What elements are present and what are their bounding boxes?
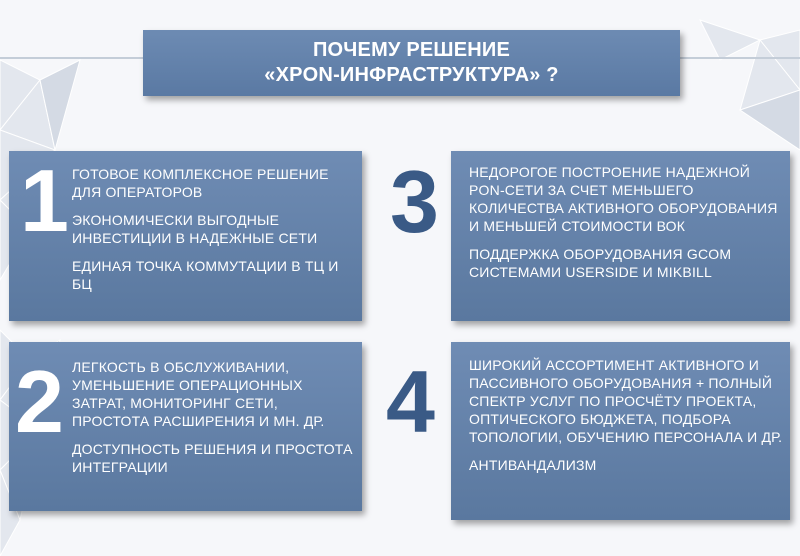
card-1-item: ЭКОНОМИЧЕСКИ ВЫГОДНЫЕ ИНВЕСТИЦИИ В НАДЕЖНЫЕ СЕТИ (72, 212, 318, 246)
card-3 (451, 151, 790, 321)
title-line-1: ПОЧЕМУ РЕШЕНИЕ (312, 39, 511, 61)
card-4-item: ШИРОКИЙ АССОРТИМЕНТ АКТИВНОГО И ПАССИВНОГО ОБОРУДОВАНИЯ + ПОЛНЫЙ СПЕКТР УСЛУГ ПО ПРОСЧЁТУ ПРОЕКТА, ОПТИЧЕСКОГО БЮДЖЕТА, ПОДБОРА ТОПОЛОГИИ, ОБУЧЕНИЮ ПЕРСОНАЛА И ДР. (469, 357, 783, 445)
title-banner (143, 30, 680, 96)
card-2-item: ЛЕГКОСТЬ В ОБСЛУЖИВАНИИ, УМЕНЬШЕНИЕ ОПЕРАЦИОННЫХ ЗАТРАТ, МОНИТОРИНГ СЕТИ, ПРОСТОТА РАСШИРЕНИЯ И МН. ДР. (72, 359, 325, 429)
card-2-number: 2 (15, 352, 64, 451)
card-3-number: 3 (390, 152, 439, 251)
card-4-number: 4 (386, 352, 435, 451)
card-3-text (469, 163, 785, 291)
card-2-text (72, 358, 354, 486)
card-2-item: ДОСТУПНОСТЬ РЕШЕНИЯ И ПРОСТОТА ИНТЕГРАЦИИ (72, 441, 353, 475)
title-line-2: «XPON-ИНФРАСТРУКТУРА» ? (264, 64, 559, 86)
card-4-item: АНТИВАНДАЛИЗМ (469, 457, 597, 473)
card-4 (451, 342, 790, 520)
card-2 (9, 342, 362, 511)
card-3-item: ПОДДЕРЖКА ОБОРУДОВАНИЯ GCOM СИСТЕМАМИ USERSIDE И MIKBILL (469, 246, 732, 280)
card-1-number: 1 (20, 151, 69, 250)
card-4-text (469, 356, 785, 484)
card-1 (9, 151, 362, 321)
card-1-item: ЕДИНАЯ ТОЧКА КОММУТАЦИИ В ТЦ И БЦ (72, 258, 339, 292)
card-1-item: ГОТОВОЕ КОМПЛЕКСНОЕ РЕШЕНИЕ ДЛЯ ОПЕРАТОРОВ (72, 166, 329, 200)
card-3-item: НЕДОРОГОЕ ПОСТРОЕНИЕ НАДЕЖНОЙ PON-СЕТИ ЗА СЧЕТ МЕНЬШЕГО КОЛИЧЕСТВА АКТИВНОГО ОБОРУДОВАНИЯ И МЕНЬШЕЙ СТОИМОСТИ ВОК (469, 164, 778, 234)
card-1-text (72, 165, 354, 303)
